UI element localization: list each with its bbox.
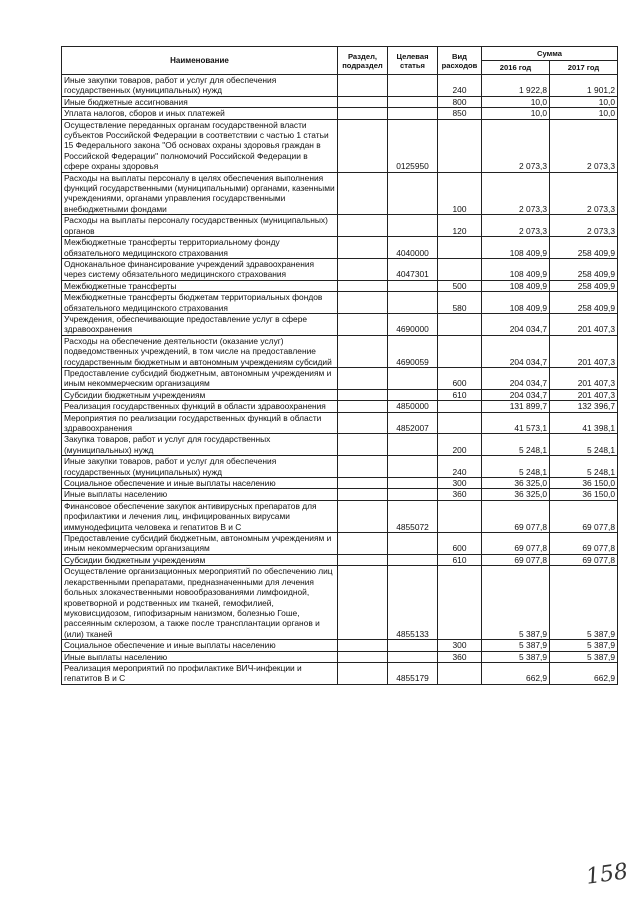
- cell-target: 4855072: [388, 500, 438, 532]
- cell-section: [338, 401, 388, 412]
- cell-2016: 5 387,9: [482, 640, 550, 651]
- cell-2017: 258 409,9: [550, 280, 618, 291]
- cell-section: [338, 96, 388, 107]
- cell-type: [438, 401, 482, 412]
- cell-2016: 2 073,3: [482, 119, 550, 172]
- cell-2017: 201 407,3: [550, 367, 618, 389]
- budget-table-sheet: [61, 46, 617, 685]
- cell-2016: 108 409,9: [482, 237, 550, 259]
- cell-2016: 69 077,8: [482, 554, 550, 565]
- cell-2017: 662,9: [550, 662, 618, 684]
- cell-2016: 131 899,7: [482, 401, 550, 412]
- cell-target: [388, 367, 438, 389]
- cell-name: Иные выплаты населению: [62, 651, 338, 662]
- cell-2017: 36 150,0: [550, 478, 618, 489]
- cell-2016: 41 573,1: [482, 412, 550, 434]
- cell-2016: 204 034,7: [482, 367, 550, 389]
- cell-target: 4690059: [388, 335, 438, 367]
- cell-name: Иные бюджетные ассигнования: [62, 96, 338, 107]
- cell-target: [388, 108, 438, 119]
- cell-2016: 108 409,9: [482, 258, 550, 280]
- cell-type: 360: [438, 651, 482, 662]
- cell-section: [338, 75, 388, 97]
- header-2017: 2017 год: [550, 61, 618, 75]
- table-row: [62, 292, 618, 314]
- cell-name: Расходы на выплаты персоналу государственных (муниципальных) органов: [62, 215, 338, 237]
- cell-type: [438, 119, 482, 172]
- table-row: [62, 651, 618, 662]
- table-row: [62, 96, 618, 107]
- cell-section: [338, 215, 388, 237]
- cell-2017: 258 409,9: [550, 292, 618, 314]
- cell-target: [388, 215, 438, 237]
- table-row: [62, 237, 618, 259]
- cell-name: Предоставление субсидий бюджетным, автономным учреждениям и иным некоммерческим организациям: [62, 367, 338, 389]
- cell-section: [338, 566, 388, 640]
- cell-2016: 204 034,7: [482, 389, 550, 400]
- cell-2016: 5 387,9: [482, 566, 550, 640]
- table-row: [62, 367, 618, 389]
- cell-type: 580: [438, 292, 482, 314]
- cell-2017: 2 073,3: [550, 119, 618, 172]
- cell-2016: 5 248,1: [482, 434, 550, 456]
- cell-type: [438, 335, 482, 367]
- cell-2016: 204 034,7: [482, 335, 550, 367]
- cell-2016: 36 325,0: [482, 478, 550, 489]
- page-number: 158: [584, 859, 630, 890]
- header-type: Вид расходов: [438, 47, 482, 75]
- cell-target: 4855179: [388, 662, 438, 684]
- budget-table: [61, 46, 618, 685]
- cell-name: Субсидии бюджетным учреждениям: [62, 389, 338, 400]
- cell-2016: 5 387,9: [482, 651, 550, 662]
- cell-type: 300: [438, 478, 482, 489]
- table-row: [62, 640, 618, 651]
- cell-2016: 36 325,0: [482, 489, 550, 500]
- cell-section: [338, 280, 388, 291]
- cell-2017: 201 407,3: [550, 313, 618, 335]
- table-row: [62, 389, 618, 400]
- cell-type: 800: [438, 96, 482, 107]
- cell-2017: 69 077,8: [550, 533, 618, 555]
- cell-name: Социальное обеспечение и иные выплаты населению: [62, 640, 338, 651]
- table-row: [62, 75, 618, 97]
- cell-section: [338, 389, 388, 400]
- cell-name: Одноканальное финансирование учреждений здравоохранения через систему обязательного медицинского страхования: [62, 258, 338, 280]
- cell-2016: 69 077,8: [482, 500, 550, 532]
- cell-2017: 36 150,0: [550, 489, 618, 500]
- cell-name: Межбюджетные трансферты бюджетам территориальных фондов обязательного медицинского страхования: [62, 292, 338, 314]
- table-row: [62, 313, 618, 335]
- table-row: [62, 119, 618, 172]
- cell-target: [388, 172, 438, 215]
- cell-target: [388, 554, 438, 565]
- header-2016: 2016 год: [482, 61, 550, 75]
- cell-2017: 41 398,1: [550, 412, 618, 434]
- cell-2017: 69 077,8: [550, 500, 618, 532]
- cell-target: [388, 533, 438, 555]
- table-row: [62, 662, 618, 684]
- table-row: [62, 478, 618, 489]
- cell-name: Иные закупки товаров, работ и услуг для обеспечения государственных (муниципальных) нужд: [62, 75, 338, 97]
- cell-section: [338, 258, 388, 280]
- cell-type: 240: [438, 456, 482, 478]
- cell-target: [388, 651, 438, 662]
- cell-type: 200: [438, 434, 482, 456]
- cell-2016: 10,0: [482, 96, 550, 107]
- cell-target: [388, 434, 438, 456]
- cell-2017: 5 387,9: [550, 640, 618, 651]
- cell-type: 300: [438, 640, 482, 651]
- cell-type: [438, 237, 482, 259]
- cell-section: [338, 489, 388, 500]
- cell-target: 0125950: [388, 119, 438, 172]
- cell-target: [388, 280, 438, 291]
- table-row: [62, 554, 618, 565]
- cell-2017: 5 248,1: [550, 434, 618, 456]
- cell-type: 120: [438, 215, 482, 237]
- table-row: [62, 434, 618, 456]
- cell-section: [338, 412, 388, 434]
- cell-2017: 10,0: [550, 96, 618, 107]
- cell-2016: 69 077,8: [482, 533, 550, 555]
- cell-target: [388, 96, 438, 107]
- cell-section: [338, 313, 388, 335]
- cell-section: [338, 640, 388, 651]
- cell-2017: 5 387,9: [550, 566, 618, 640]
- cell-name: Учреждения, обеспечивающие предоставление услуг в сфере здравоохранения: [62, 313, 338, 335]
- cell-2016: 10,0: [482, 108, 550, 119]
- cell-2016: 108 409,9: [482, 280, 550, 291]
- cell-type: [438, 258, 482, 280]
- table-row: [62, 335, 618, 367]
- cell-type: 100: [438, 172, 482, 215]
- cell-2017: 2 073,3: [550, 215, 618, 237]
- cell-2016: 1 922,8: [482, 75, 550, 97]
- cell-target: 4855133: [388, 566, 438, 640]
- cell-type: [438, 313, 482, 335]
- cell-target: 4690000: [388, 313, 438, 335]
- cell-type: 600: [438, 533, 482, 555]
- cell-type: 850: [438, 108, 482, 119]
- cell-2017: 1 901,2: [550, 75, 618, 97]
- cell-name: Межбюджетные трансферты территориальному фонду обязательного медицинского страхования: [62, 237, 338, 259]
- table-row: [62, 280, 618, 291]
- cell-2017: 2 073,3: [550, 172, 618, 215]
- table-row: [62, 172, 618, 215]
- cell-name: Реализация мероприятий по профилактике ВИЧ-инфекции и гепатитов В и С: [62, 662, 338, 684]
- cell-target: [388, 389, 438, 400]
- table-row: [62, 533, 618, 555]
- cell-2016: 108 409,9: [482, 292, 550, 314]
- cell-name: Субсидии бюджетным учреждениям: [62, 554, 338, 565]
- cell-type: [438, 412, 482, 434]
- cell-target: [388, 478, 438, 489]
- cell-2017: 258 409,9: [550, 258, 618, 280]
- cell-2016: 2 073,3: [482, 172, 550, 215]
- cell-type: 360: [438, 489, 482, 500]
- cell-name: Расходы на обеспечение деятельности (оказание услуг) подведомственных учреждений, в том числе на предоставление государственным бюджетным и автономным учреждениям субсидий: [62, 335, 338, 367]
- cell-type: [438, 662, 482, 684]
- table-row: [62, 456, 618, 478]
- cell-name: Мероприятия по реализации государственных функций в области здравоохранения: [62, 412, 338, 434]
- cell-section: [338, 533, 388, 555]
- cell-target: 4850000: [388, 401, 438, 412]
- cell-type: 610: [438, 389, 482, 400]
- header-name: Наименование: [62, 47, 338, 75]
- cell-2017: 10,0: [550, 108, 618, 119]
- cell-section: [338, 292, 388, 314]
- cell-2017: 258 409,9: [550, 237, 618, 259]
- cell-target: 4852007: [388, 412, 438, 434]
- cell-section: [338, 108, 388, 119]
- cell-target: [388, 75, 438, 97]
- cell-section: [338, 500, 388, 532]
- cell-section: [338, 651, 388, 662]
- header-sum: Сумма: [482, 47, 618, 61]
- table-row: [62, 489, 618, 500]
- cell-section: [338, 478, 388, 489]
- cell-name: Иные закупки товаров, работ и услуг для обеспечения государственных (муниципальных) нужд: [62, 456, 338, 478]
- cell-type: 500: [438, 280, 482, 291]
- cell-type: 240: [438, 75, 482, 97]
- table-row: [62, 215, 618, 237]
- cell-type: [438, 566, 482, 640]
- cell-section: [338, 434, 388, 456]
- cell-name: Уплата налогов, сборов и иных платежей: [62, 108, 338, 119]
- cell-section: [338, 119, 388, 172]
- cell-name: Осуществление переданных органам государственной власти субъектов Российской Федерации в соответствии с частью 1 статьи 15 Федерального закона "Об основах охраны здоровья граждан в Российской Федерации" полномочий Российской Федерации в сфере охраны здоровья: [62, 119, 338, 172]
- cell-section: [338, 237, 388, 259]
- cell-target: [388, 456, 438, 478]
- table-row: [62, 500, 618, 532]
- cell-name: Предоставление субсидий бюджетным, автономным учреждениям и иным некоммерческим организациям: [62, 533, 338, 555]
- cell-2017: 132 396,7: [550, 401, 618, 412]
- cell-section: [338, 367, 388, 389]
- cell-2017: 5 387,9: [550, 651, 618, 662]
- cell-2016: 204 034,7: [482, 313, 550, 335]
- cell-target: 4047301: [388, 258, 438, 280]
- cell-2017: 201 407,3: [550, 335, 618, 367]
- cell-2016: 2 073,3: [482, 215, 550, 237]
- cell-type: [438, 500, 482, 532]
- cell-2017: 5 248,1: [550, 456, 618, 478]
- table-row: [62, 108, 618, 119]
- cell-type: 610: [438, 554, 482, 565]
- table-row: [62, 401, 618, 412]
- cell-2017: 69 077,8: [550, 554, 618, 565]
- cell-section: [338, 554, 388, 565]
- cell-section: [338, 456, 388, 478]
- cell-section: [338, 335, 388, 367]
- cell-type: 600: [438, 367, 482, 389]
- cell-2016: 662,9: [482, 662, 550, 684]
- cell-name: Реализация государственных функций в области здравоохранения: [62, 401, 338, 412]
- cell-section: [338, 662, 388, 684]
- cell-target: [388, 292, 438, 314]
- cell-target: [388, 640, 438, 651]
- cell-target: [388, 489, 438, 500]
- cell-name: Социальное обеспечение и иные выплаты населению: [62, 478, 338, 489]
- cell-target: 4040000: [388, 237, 438, 259]
- header-target: Целевая статья: [388, 47, 438, 75]
- cell-2016: 5 248,1: [482, 456, 550, 478]
- table-row: [62, 412, 618, 434]
- cell-name: Иные выплаты населению: [62, 489, 338, 500]
- cell-2017: 201 407,3: [550, 389, 618, 400]
- cell-name: Осуществление организационных мероприятий по обеспечению лиц лекарственными препаратами, предназначенными для лечения больных злокачественными новообразованиями лимфоидной, кроветворной и родственных им тканей, гемофилией, муковисцидозом, гипофизарным нанизмом, болезнью Гоше, рассеянным склерозом, а также после трансплантации органов и (или) тканей: [62, 566, 338, 640]
- cell-name: Расходы на выплаты персоналу в целях обеспечения выполнения функций государственными (муниципальными) органами, казенными учреждениями, органами управления государственными внебюджетными фондами: [62, 172, 338, 215]
- cell-name: Межбюджетные трансферты: [62, 280, 338, 291]
- table-row: [62, 258, 618, 280]
- header-section: Раздел, подраздел: [338, 47, 388, 75]
- cell-name: Закупка товаров, работ и услуг для государственных (муниципальных) нужд: [62, 434, 338, 456]
- cell-section: [338, 172, 388, 215]
- table-row: [62, 566, 618, 640]
- cell-name: Финансовое обеспечение закупок антивирусных препаратов для профилактики и лечения лиц, инфицированных вирусами иммунодефицита человека и гепатитов В и С: [62, 500, 338, 532]
